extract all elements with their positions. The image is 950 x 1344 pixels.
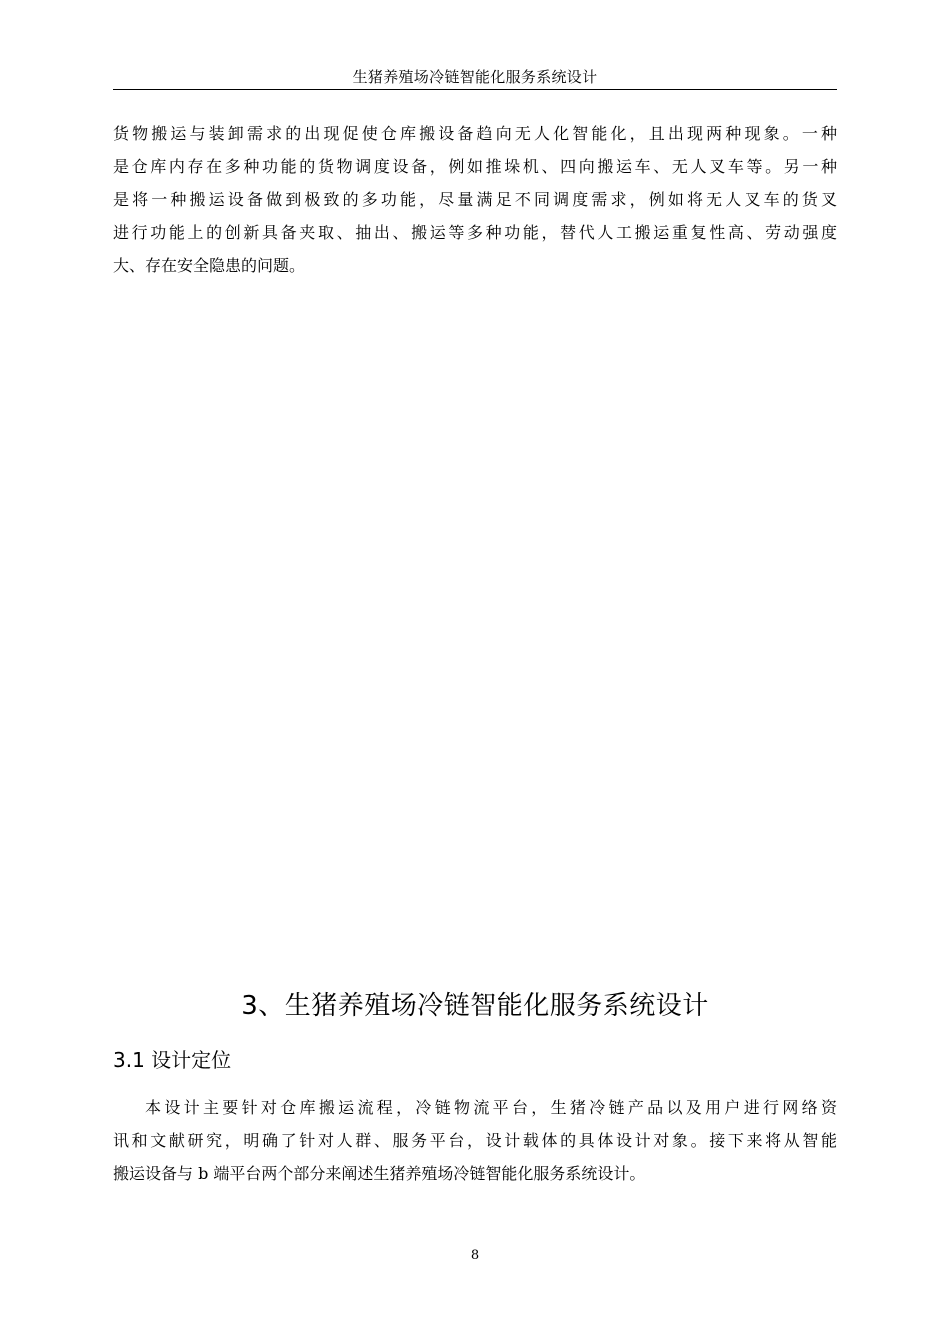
paragraph-line: 货物搬运与装卸需求的出现促使仓库搬设备趋向无人化智能化，且出现两种现象。一种	[113, 124, 837, 143]
paragraph-line: 讯和文献研究，明确了针对人群、服务平台，设计载体的具体设计对象。接下来将从智能	[113, 1131, 837, 1150]
paragraph-line: 是仓库内存在多种功能的货物调度设备，例如推垛机、四向搬运车、无人叉车等。另一种	[113, 157, 837, 176]
section-paragraph	[113, 1091, 837, 1190]
paragraph-line: 大、存在安全隐患的问题。	[113, 256, 306, 275]
paragraph-line: 搬运设备与 b 端平台两个部分来阐述生猪养殖场冷链智能化服务系统设计。	[113, 1164, 646, 1183]
body-paragraph	[113, 117, 837, 282]
section-heading: 3.1 设计定位	[113, 1048, 232, 1072]
running-header: 生猪养殖场冷链智能化服务系统设计	[352, 68, 598, 86]
chapter-heading: 3、生猪养殖场冷链智能化服务系统设计	[241, 991, 709, 1021]
paragraph-line: 本设计主要针对仓库搬运流程，冷链物流平台，生猪冷链产品以及用户进行网络资	[145, 1098, 837, 1117]
page-number: 8	[470, 1248, 480, 1263]
paragraph-line: 是将一种搬运设备做到极致的多功能，尽量满足不同调度需求，例如将无人叉车的货叉	[113, 190, 837, 209]
paragraph-line: 进行功能上的创新具备夹取、抽出、搬运等多种功能，替代人工搬运重复性高、劳动强度	[113, 223, 837, 242]
header-divider	[113, 89, 837, 90]
